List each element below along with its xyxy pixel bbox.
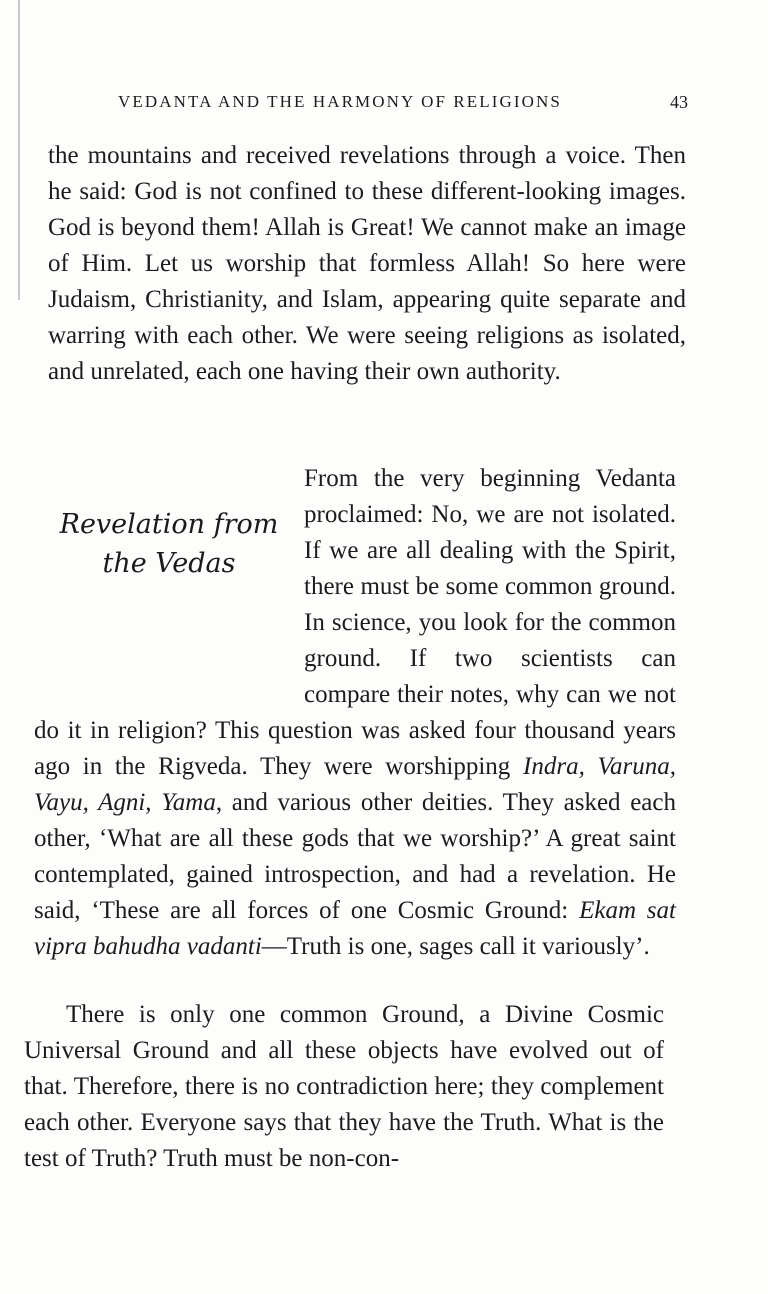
paragraph-2-text-a: From the very beginning Vedanta proclaimed: No, we are not isolated. If we are all dealing with the Spirit, there must be some common ground. In science, you look for the common ground. If two scientists can compare their notes, why can we not do it in religion? This question was asked four thousand years ago in the Rigveda. They were worshipping — [34, 465, 676, 780]
running-header — [118, 92, 688, 116]
paragraph-2-text-c: —Truth is one, sages call it variously’. — [261, 933, 650, 960]
page-number: 43 — [670, 92, 688, 112]
section-heading-line-1: Revelation from — [59, 509, 279, 540]
section-heading-line-2: the Vedas — [102, 548, 236, 579]
paragraph-2-text-b: , and various other deities. They asked each other, ‘What are all these gods that we worship?’ A great saint contemplated, gained introspection, and had a revelation. He said, ‘These are all forces of one Cosmic Ground: — [34, 789, 676, 924]
paragraph-3: There is only one common Ground, a Divine Cosmic Universal Ground and all these objects have evolved out of that. Therefore, there is no contradiction here; they complement each other. Everyone says that they have the Truth. What is the test of Truth? Truth must be non-con- — [24, 1001, 664, 1172]
running-title: VEDANTA AND THE HARMONY OF RELIGIONS — [118, 92, 562, 111]
paragraph-1: the mountains and received revelations through a voice. Then he said: God is not confined to these different-looking images. God is beyond them! Allah is Great! We cannot make an image of Him. Let us worship that formless Allah! So here were Judaism, Christianity, and Islam, appearing quite separate and warring with each other. We were seeing religions as isolated, and unrelated, each one having their own authority. — [48, 142, 686, 385]
section-heading — [34, 505, 304, 685]
paragraph-2 — [34, 461, 676, 965]
deity-names: Indra, Varuna, Vayu, Agni, Yama — [34, 753, 676, 816]
page-edge-line — [18, 0, 20, 300]
sanskrit-quote: Ekam sat vipra bahudha vadanti — [34, 897, 676, 960]
